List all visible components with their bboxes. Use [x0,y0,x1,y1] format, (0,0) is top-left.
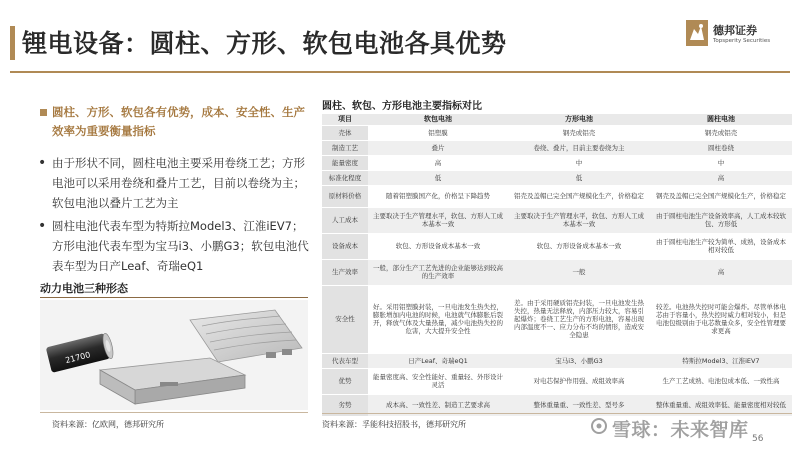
row-label: 制造工艺 [322,140,368,155]
header-cell: 项目 [322,114,368,125]
table-cell: 叠片 [368,140,508,155]
table-row [322,185,792,207]
table-cell: 软包、方形设备成本基本一致 [368,233,508,259]
table-title: 圆柱、软包、方形电池主要指标对比 [322,101,482,112]
table-cell: 主要取决于生产管理水平，软包、方形人工成本基本一致 [368,207,508,233]
table-cell: 高 [650,170,792,185]
left-source-note: 资料来源：亿欧网，德邦研究所 [52,420,164,429]
table-cell: 铝塑膜 [368,125,508,140]
bullet-dot-icon: • [38,155,47,171]
table-row [322,233,792,259]
table-cell: 低 [368,170,508,185]
prismatic-cell-icon [100,358,245,404]
logo-name-cn: 德邦证券 [713,24,757,37]
header-divider [10,71,790,73]
bullet-text-1: 由于形状不同，圆柱电池主要采用卷绕工艺；方形电池可以采用卷绕和叠片工艺，目前以卷绕为主；软包电池以叠片工艺为主 [52,156,305,210]
table-cell: 成本高、一致性差、制造工艺要求高 [368,394,508,416]
table-cell: 软包、方形设备成本基本一致 [508,233,650,259]
row-label: 壳体 [322,125,368,140]
header-cell: 软包电池 [368,114,508,125]
table-cell: 好。采用铝塑膜封装，一旦电池发生热失控，膨胀增加内电池的时候，电池就气体膨胀后裂开，释放气体及大量热量，减少电池热失控的危害，大大提升安全性 [368,285,508,353]
table-header-row [322,114,792,125]
table-cell: 一般 [508,259,650,285]
row-label: 能量密度 [322,155,368,170]
row-label: 优势 [322,368,368,394]
table-cell: 整体重量重、一致性差、型号多 [508,394,650,416]
table-cell: 特斯拉Model3、江淮iEV7 [650,353,792,368]
logo-name-en: Topsperity Securities [713,38,771,44]
row-label: 标准化程度 [322,170,368,185]
row-label: 设备成本 [322,233,368,259]
table-cell: 一般，部分生产工艺先进的企业能够达到较高的生产效率 [368,259,508,285]
table-row [322,368,792,394]
table-cell: 高 [650,259,792,285]
header-cell: 方形电池 [508,114,650,125]
table-cell: 生产工艺成熟、电池包成本低、一致性高 [650,368,792,394]
company-logo [686,18,790,54]
cell-size-label: 21700 [64,350,92,366]
table-row [322,155,792,170]
right-source-note: 资料来源：孚能科技招股书，德邦研究所 [322,420,466,429]
figure-top-rule [40,297,308,298]
title-accent-bar [10,26,15,60]
bullet-text-2: 圆柱电池代表车型为特斯拉Model3、江淮iEV7；方形电池代表车型为宝马i3、小鹏G3；软包电池代表车型为日产Leaf、奇瑞eQ1 [52,219,309,273]
figure-bottom-rule [40,412,308,413]
cylindrical-cell-icon [46,332,115,372]
comparison-table [322,114,792,417]
table-row [322,125,792,140]
table-cell: 由于圆柱电池生产设备效率高，人工成本较软包、方形低 [650,207,792,233]
highlight-square-icon [40,109,47,116]
header-cell: 圆柱电池 [650,114,792,125]
logo-mark-icon [686,20,708,46]
table-row [322,353,792,368]
table-cell: 差。由于采用硬质铝壳封装，一旦电池发生热失控，热量无法释放，内部压力较大，容易引起爆炸；卷绕工艺生产的方形电池，容易出现内部温度不一、应力分布不均的情形，造成安全隐患 [508,285,650,353]
table-cell: 主要取决于生产管理水平，软包、方形人工成本基本一致 [508,207,650,233]
table-cell: 由于圆柱电池生产较为简单、成熟，设备成本相对较低 [650,233,792,259]
table-cell: 铝壳及盖帽已完全国产规模化生产，价格稳定 [508,185,650,207]
table-cell: 钢壳或铝壳 [650,125,792,140]
table-cell: 整体重量重、成组效率低、能量密度相对较低 [650,394,792,416]
table-cell: 钢壳及盖帽已完全国产规模化生产，价格稳定 [650,185,792,207]
table-row [322,259,792,285]
row-label: 人工成本 [322,207,368,233]
watermark-text: 雪球：未来智库 [612,419,749,441]
bullet-dot-icon: • [38,218,47,234]
row-label: 原材料价格 [322,185,368,207]
table-cell: 卷绕、叠片，目前主要卷绕为主 [508,140,650,155]
table-row [322,170,792,185]
snowball-logo-icon [590,417,610,435]
table-cell: 中 [508,155,650,170]
table-cell: 中 [650,155,792,170]
table-cell: 圆柱卷绕 [650,140,792,155]
table-cell: 较差。电池热失控时可能会爆炸。尽管单体电芯由于容量小，热失控时威力相对较小，但是电池包级别由于电芯数量众多，安全性管理要求更高 [650,285,792,353]
page-title: 锂电设备：圆柱、方形、软包电池各具优势 [22,29,507,58]
table-row [322,285,792,353]
table-cell: 钢壳或铝壳 [508,125,650,140]
table-cell: 日产Leaf、奇瑞eQ1 [368,353,508,368]
table-cell: 高 [368,155,508,170]
battery-illustration [40,300,308,410]
row-label: 代表车型 [322,353,368,368]
table-bottom-rule [322,413,792,414]
table-row [322,140,792,155]
table-cell: 随着铝塑膜国产化，价格呈下降趋势 [368,185,508,207]
pouch-cell-icon [190,310,302,362]
table-row [322,207,792,233]
row-label: 劣势 [322,394,368,416]
table-cell: 能量密度高、安全性能好、重量轻、外形设计灵活 [368,368,508,394]
page-number: 56 [752,434,764,444]
row-label: 生产效率 [322,259,368,285]
table-cell: 宝马i3、小鹏G3 [508,353,650,368]
key-point-highlight: 圆柱、方形、软包各有优势，成本、安全性、生产效率为重要衡量指标 [52,105,305,138]
table-cell: 低 [508,170,650,185]
battery-forms-image [40,300,308,410]
row-label: 安全性 [322,285,368,353]
table-cell: 对电芯保护作用强、成组效率高 [508,368,650,394]
figure-title: 动力电池三种形态 [40,282,128,295]
